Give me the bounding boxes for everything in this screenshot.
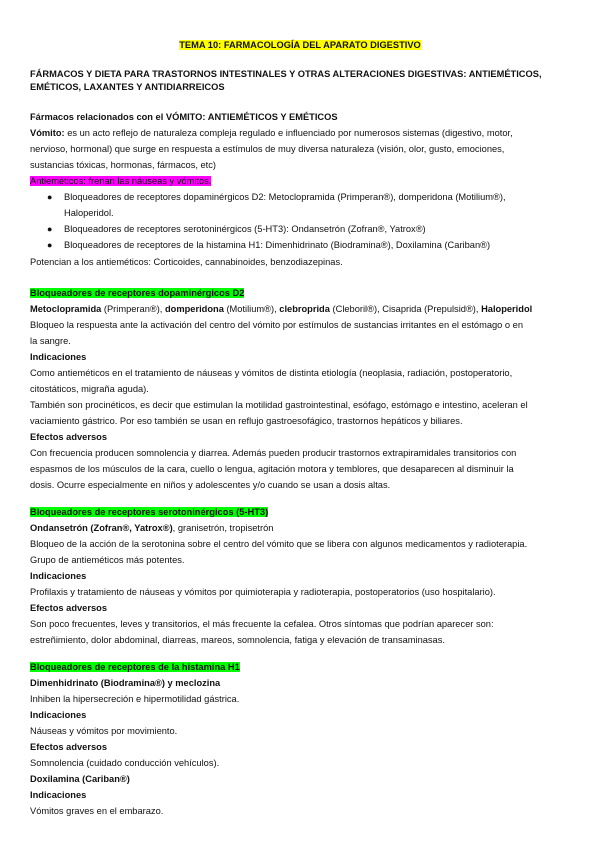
h1-drug-dimenhidrinato: Dimenhidrinato (Biodramina®) y meclozina — [30, 678, 221, 688]
d2-drug-list: Metoclopramida (Primperan®), domperidona (Motilium®), clebroprida (Cleboril®), Cisaprida (Prepulsid®), Haloperidol — [30, 304, 533, 314]
bullet-d2-line-2: Haloperidol. — [64, 208, 114, 218]
d2-efectos-label: Efectos adversos — [30, 432, 107, 442]
h1-efectos-line-1: Somnolencia (cuidado conducción vehículos). — [30, 758, 220, 768]
section-heading-h1: Bloqueadores de receptores de la histamina H1 — [30, 662, 240, 672]
d2-description-line-2: la sangre. — [30, 336, 71, 346]
d2-description-line-1: Bloqueo la respuesta ante la activación del centro del vómito por estímulos de sustancias irritantes en el estómago o en — [30, 320, 524, 330]
5ht3-drug-list: Ondansetrón (Zofran®, Yatrox®), granisetrón, tropisetrón — [30, 523, 274, 533]
bullet-icon: ● — [47, 224, 53, 234]
h1-doxilamina-indicaciones-line: Vómitos graves en el embarazo. — [30, 806, 164, 816]
d2-indicaciones-line-4: vaciamiento gástrico. Por eso también se usan en reflujo gastroesofágico, trastornos hepáticos y biliares. — [30, 416, 463, 426]
d2-indicaciones-label: Indicaciones — [30, 352, 87, 362]
h1-indicaciones-label: Indicaciones — [30, 710, 87, 720]
bullet-h1: Bloqueadores de receptores de la histamina H1: Dimenhidrinato (Biodramina®), Doxilamina (Cariban®) — [64, 240, 491, 250]
vomito-term: Vómito: — [30, 128, 65, 138]
section-heading-d2: Bloqueadores de receptores dopaminérgicos D2 — [30, 288, 245, 298]
vomito-definition-line-1: Vómito: es un acto reflejo de naturaleza compleja regulado e influenciado por numerosos sistemas (digestivo, motor, — [30, 128, 513, 138]
d2-indicaciones-line-1: Como antieméticos en el tratamiento de náuseas y vómitos de distinta etiología (neoplasia, radiación, postoperatorio, — [30, 368, 513, 378]
bullet-icon: ● — [47, 192, 53, 202]
d2-efectos-line-3: dosis. Ocurre especialmente en niños y adolescentes y/o cuando se usan a dosis altas. — [30, 480, 391, 490]
5ht3-efectos-line-2: estreñimiento, dolor abdominal, diarreas, mareos, somnolencia, fatiga y elevación de transaminasas. — [30, 635, 445, 645]
5ht3-indicaciones-line-1: Profilaxis y tratamiento de náuseas y vómitos por quimioterapia y radioterapia, postoperatorios (uso hospitalario). — [30, 587, 496, 597]
5ht3-efectos-line-1: Son poco frecuentes, leves y transitorios, el más frecuente la cefalea. Otros síntomas que podrían aparecer son: — [30, 619, 494, 629]
d2-indicaciones-line-2: citostáticos, migraña aguda). — [30, 384, 149, 394]
bullet-5ht3: Bloqueadores de receptores serotoninérgicos (5-HT3): Ondansetrón (Zofran®, Yatrox®) — [64, 224, 426, 234]
h1-drug-doxilamina: Doxilamina (Cariban®) — [30, 774, 130, 784]
d2-efectos-line-2: espasmos de los músculos de la cara, cuello o lengua, agitación motora y temblores, que desaparecen al disminuir la — [30, 464, 514, 474]
subtitle-line-1: FÁRMACOS Y DIETA PARA TRASTORNOS INTESTINALES Y OTRAS ALTERACIONES DIGESTIVAS: ANTIEMÉTICOS, — [30, 69, 542, 79]
h1-indicaciones-line-1: Náuseas y vómitos por movimiento. — [30, 726, 178, 736]
section-heading-vomito: Fármacos relacionados con el VÓMITO: ANTIEMÉTICOS Y EMÉTICOS — [30, 112, 338, 122]
potenciadores-line: Potencian a los antieméticos: Corticoides, cannabinoides, benzodiazepinas. — [30, 257, 343, 267]
5ht3-efectos-label: Efectos adversos — [30, 603, 107, 613]
h1-efectos-label: Efectos adversos — [30, 742, 107, 752]
h1-doxilamina-indicaciones-label: Indicaciones — [30, 790, 87, 800]
page-title: TEMA 10: FARMACOLOGÍA DEL APARATO DIGESTIVO — [179, 40, 421, 50]
section-heading-5ht3: Bloqueadores de receptores serotoninérgicos (5-HT3) — [30, 507, 269, 517]
antiemeticos-label: Antieméticos: frenan las náuseas y vómitos. — [30, 176, 212, 186]
5ht3-description-line-1: Bloqueo de la acción de la serotonina sobre el centro del vómito que se libera con algunos medicamentos y radioterapia. — [30, 539, 528, 549]
h1-drug-description: Inhiben la hipersecreción e hipermotilidad gástrica. — [30, 694, 240, 704]
vomito-definition-line-2: nervioso, hormonal) que surge en respuesta a estímulos de muy diversa naturaleza (visión, olor, gusto, emociones, — [30, 144, 505, 154]
vomito-definition-line-3: sustancias tóxicas, hormonas, fármacos, etc) — [30, 160, 217, 170]
d2-efectos-line-1: Con frecuencia producen somnolencia y diarrea. Además pueden producir trastornos extrapiramidales transitorios con — [30, 448, 517, 458]
5ht3-description-line-2: Grupo de antieméticos más potentes. — [30, 555, 185, 565]
bullet-icon: ● — [47, 240, 53, 250]
bullet-d2-line-1: Bloqueadores de receptores dopaminérgicos D2: Metoclopramida (Primperan®), domperidona (Motilium®), — [64, 192, 506, 202]
subtitle-line-2: EMÉTICOS, LAXANTES Y ANTIDIARREICOS — [30, 82, 225, 92]
d2-indicaciones-line-3: También son procinéticos, es decir que estimulan la motilidad gastrointestinal, esófago, estómago e intestino, aceleran el — [30, 400, 528, 410]
5ht3-indicaciones-label: Indicaciones — [30, 571, 87, 581]
